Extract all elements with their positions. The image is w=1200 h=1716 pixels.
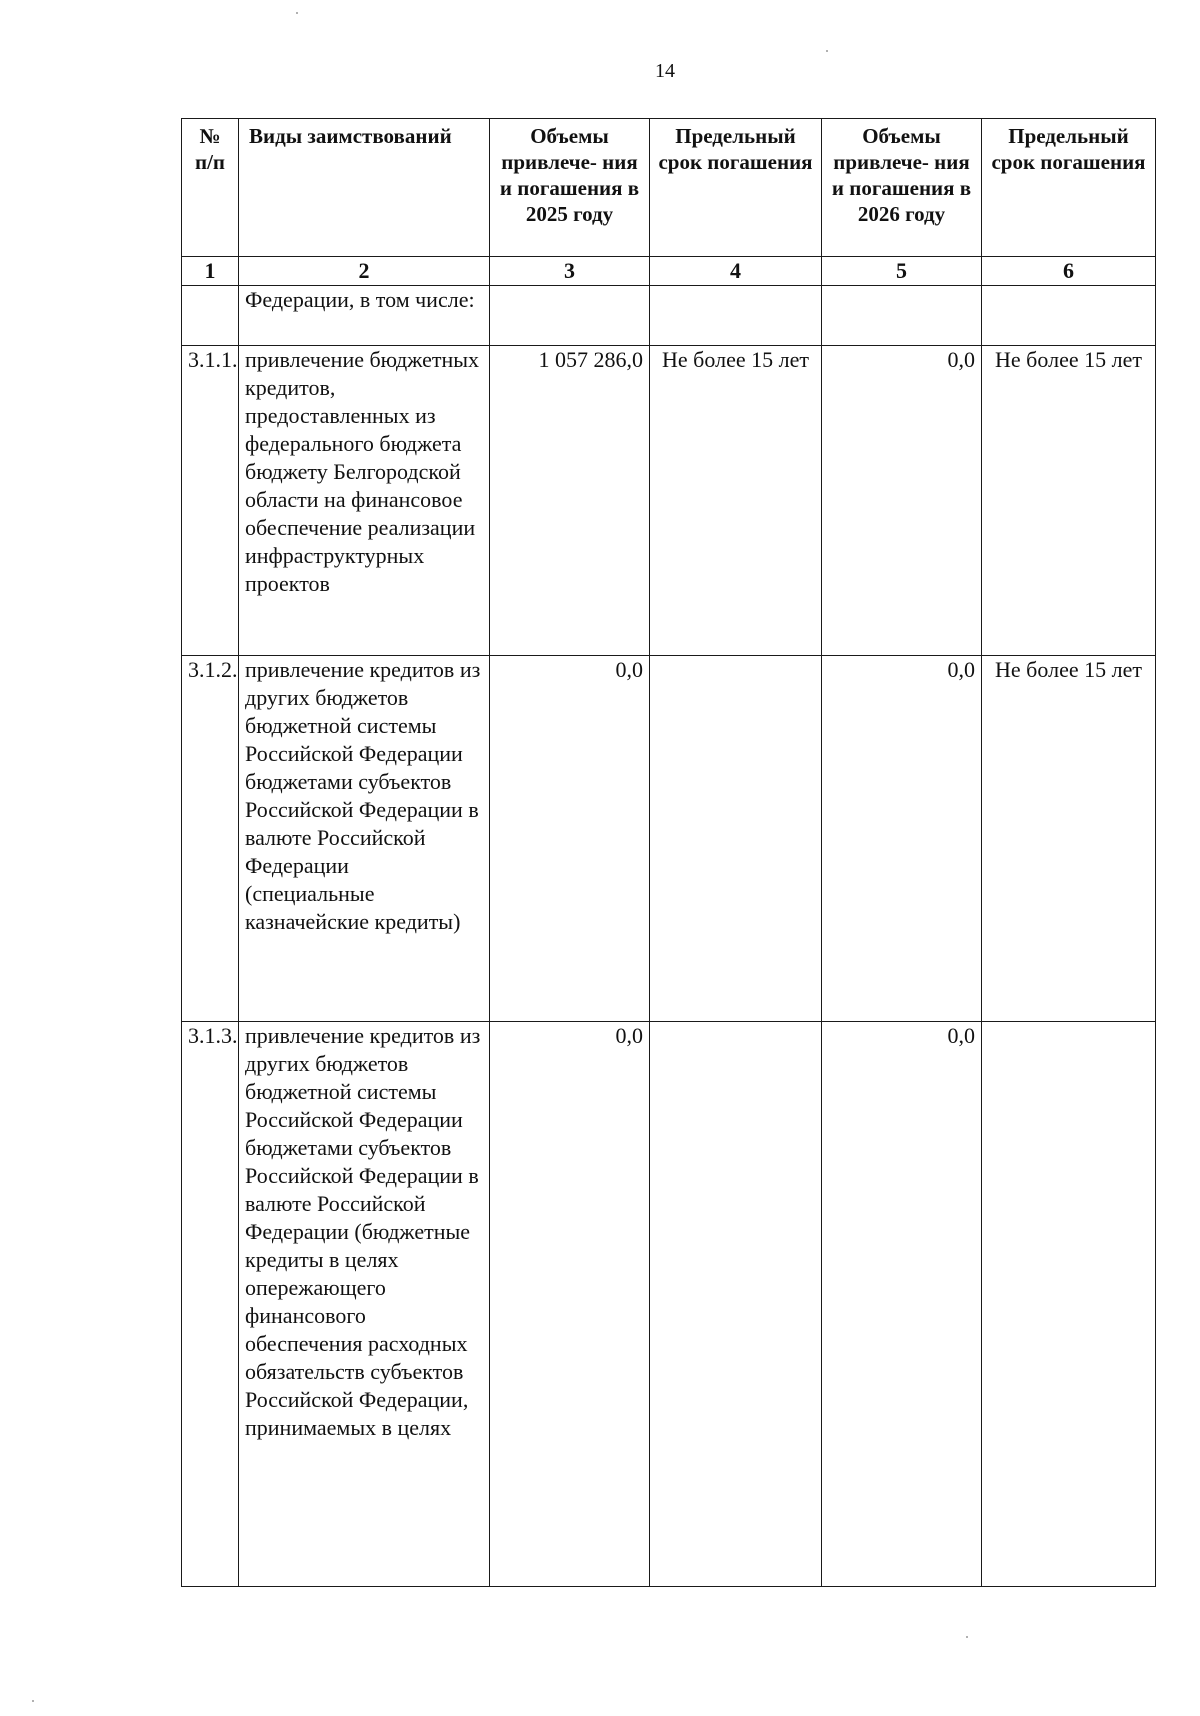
header-amount-2026: Объемы привлече- ния и погашения в 2026 году <box>822 119 982 257</box>
header-num: № п/п <box>182 119 239 257</box>
row-number: 3.1.3. <box>182 1022 239 1587</box>
term-2025 <box>650 286 822 346</box>
column-number: 3 <box>490 257 650 286</box>
header-term-2025: Предельный срок погашения <box>650 119 822 257</box>
header-term-2026: Предельный срок погашения <box>982 119 1156 257</box>
scan-speck <box>32 1700 34 1702</box>
term-2026 <box>982 286 1156 346</box>
column-number-row <box>182 257 1156 286</box>
table-row <box>182 346 1156 656</box>
row-name: привлечение кредитов из других бюджетов бюджетной системы Российской Федерации бюджетами субъектов Российской Федерации в валюте Российской Федерации (специальные казначейские кредиты) <box>239 656 490 1022</box>
table-row <box>182 286 1156 346</box>
row-number: 3.1.2. <box>182 656 239 1022</box>
column-number: 4 <box>650 257 822 286</box>
header-borrowing-type: Виды заимствований <box>239 119 490 257</box>
page-number: 14 <box>655 60 675 82</box>
column-number: 5 <box>822 257 982 286</box>
term-2025 <box>650 656 822 1022</box>
amount-2026: 0,0 <box>822 1022 982 1587</box>
term-2026: Не более 15 лет <box>982 346 1156 656</box>
column-number: 6 <box>982 257 1156 286</box>
row-number: 3.1.1. <box>182 346 239 656</box>
borrowings-table <box>181 118 1156 1587</box>
scan-speck <box>966 1636 968 1638</box>
column-number: 1 <box>182 257 239 286</box>
row-name: привлечение кредитов из других бюджетов бюджетной системы Российской Федерации бюджетами субъектов Российской Федерации в валюте Российской Федерации (бюджетные кредиты в целях опережающего финансового обеспечения расходных обязательств субъектов Российской Федерации, принимаемых в целях <box>239 1022 490 1587</box>
header-row <box>182 119 1156 257</box>
table-row <box>182 1022 1156 1587</box>
term-2025 <box>650 1022 822 1587</box>
term-2025: Не более 15 лет <box>650 346 822 656</box>
term-2026 <box>982 1022 1156 1587</box>
row-number <box>182 286 239 346</box>
amount-2026 <box>822 286 982 346</box>
term-2026: Не более 15 лет <box>982 656 1156 1022</box>
row-name: привлечение бюджетных кредитов, предоставленных из федерального бюджета бюджету Белгородской области на финансовое обеспечение реализации инфраструктурных проектов <box>239 346 490 656</box>
amount-2025 <box>490 286 650 346</box>
amount-2026: 0,0 <box>822 346 982 656</box>
amount-2025: 0,0 <box>490 1022 650 1587</box>
amount-2025: 0,0 <box>490 656 650 1022</box>
table-row <box>182 656 1156 1022</box>
amount-2025: 1 057 286,0 <box>490 346 650 656</box>
row-name: Федерации, в том числе: <box>239 286 490 346</box>
scan-speck <box>296 12 298 14</box>
amount-2026: 0,0 <box>822 656 982 1022</box>
header-amount-2025: Объемы привлече- ния и погашения в 2025 году <box>490 119 650 257</box>
scan-speck <box>826 50 828 52</box>
column-number: 2 <box>239 257 490 286</box>
